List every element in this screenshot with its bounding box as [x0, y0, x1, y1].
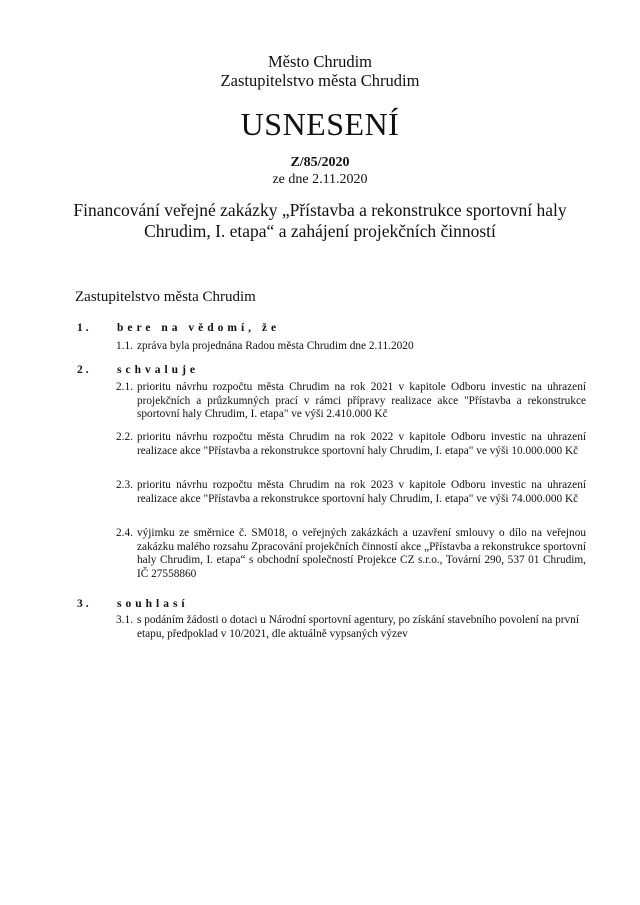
list-item — [116, 527, 586, 581]
list-item — [116, 381, 586, 422]
section-verb: bere na vědomí, že — [117, 322, 281, 334]
section-number: 1. — [77, 322, 92, 334]
item-number: 2.4. — [116, 527, 133, 539]
section-number: 3. — [77, 598, 92, 610]
item-number: 2.3. — [116, 479, 133, 491]
item-number: 2.1. — [116, 381, 133, 393]
list-item — [116, 431, 586, 458]
body-intro: Zastupitelstvo města Chrudim — [75, 289, 256, 305]
item-number: 2.2. — [116, 431, 133, 443]
list-item — [116, 340, 586, 354]
item-number: 1.1. — [116, 340, 133, 352]
section-number: 2. — [77, 364, 92, 376]
resolution-date: ze dne 2.11.2020 — [272, 172, 368, 187]
council-name: Zastupitelstvo města Chrudim — [220, 71, 420, 90]
list-item — [116, 479, 586, 506]
item-text: prioritu návrhu rozpočtu města Chrudim na rok 2021 v kapitole Odboru investic na uhrazení projekčních a průzkumných prací v rámci přípravy realizace akce "Přístavba a rekonstrukce sportovní haly Chrudim, I. etapa" ve výši 2.410.000 Kč — [137, 381, 586, 420]
section-2-heading — [77, 364, 199, 376]
item-text: s podáním žádosti o dotaci u Národní sportovní agentury, po získání stavebního povolení na první etapu, předpoklad v 10/2021, dle aktuálně vypsaných výzev — [137, 614, 579, 640]
city-name: Město Chrudim — [267, 52, 373, 71]
item-text: zpráva byla projednána Radou města Chrudim dne 2.11.2020 — [137, 340, 414, 352]
item-text: prioritu návrhu rozpočtu města Chrudim na rok 2022 v kapitole Odboru investic na uhrazení realizace akce "Přístavba a rekonstrukce sportovní haly Chrudim, I. etapa" ve výši 10.000.000 Kč — [137, 431, 586, 457]
resolution-subject: Financování veřejné zakázky „Přístavba a rekonstrukce sportovní haly Chrudim, I. etapa“ a zahájení projekčních činností — [73, 200, 567, 241]
section-verb: souhlasí — [117, 598, 189, 610]
document-title: USNESENÍ — [240, 106, 400, 142]
section-verb: schvaluje — [117, 364, 199, 376]
item-text: prioritu návrhu rozpočtu města Chrudim na rok 2023 v kapitole Odboru investic na uhrazení realizace akce "Přístavba a rekonstrukce sportovní haly Chrudim, I. etapa" ve výši 74.000.000 Kč — [137, 479, 586, 505]
item-text: výjimku ze směrnice č. SM018, o veřejných zakázkách a uzavření smlouvy o dílo na veřejnou zakázku malého rozsahu Zpracování projekčních činností akce „Přístavba a rekonstrukce sportovní haly Chrudim, I. etapa“ s obchodní společností Projekce CZ s.r.o., Tovární 290, 537 01 Chrudim, IČ 27558860 — [137, 527, 586, 580]
section-3-heading — [77, 598, 189, 610]
section-1-heading — [77, 322, 280, 334]
resolution-number: Z/85/2020 — [290, 155, 350, 170]
item-number: 3.1. — [116, 614, 133, 626]
list-item — [116, 614, 586, 641]
